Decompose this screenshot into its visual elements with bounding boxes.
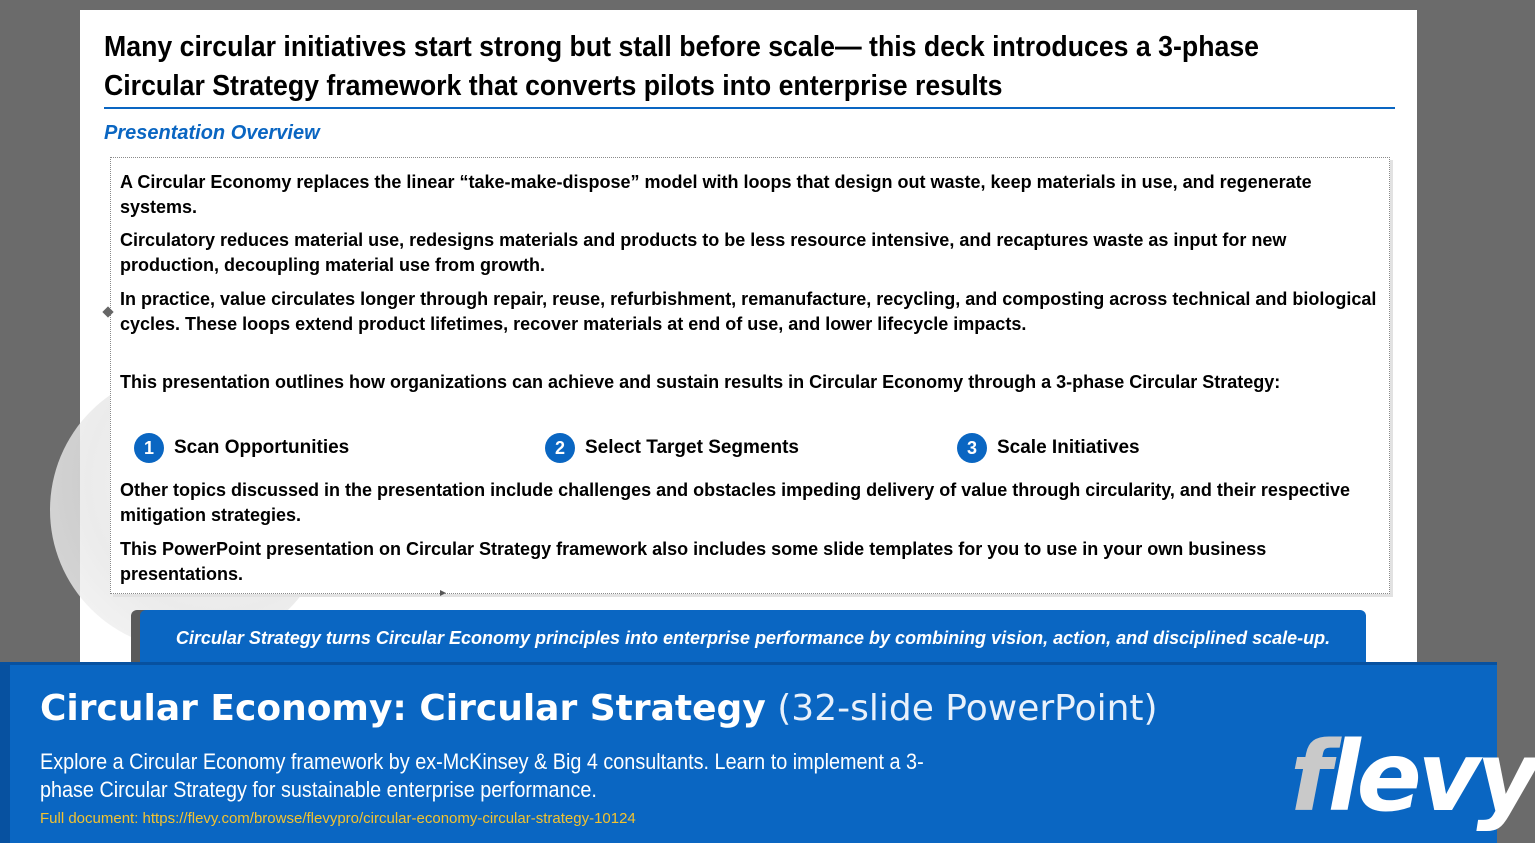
document-link[interactable]: Full document: https://flevy.com/browse/flevypro/circular-economy-circular-strategy-10124 (40, 810, 636, 827)
product-banner (0, 662, 1535, 843)
slide-title: Many circular initiatives start strong but stall before scale— this deck introduces a 3-phase Circular Strategy framework that converts pilots into enterprise results (104, 31, 1260, 102)
callout-text: Circular Strategy turns Circular Economy principles into enterprise performance by combining vision, action, and disciplined scale-up. (175, 628, 1331, 648)
phase-label: Scale Initiatives (997, 437, 1140, 458)
phase-number-badge: 1 (134, 433, 164, 463)
section-heading: Presentation Overview (104, 122, 320, 144)
overview-paragraph: Other topics discussed in the presentation include challenges and obstacles impeding delivery of value through circularity, and their respective mitigation strategies. (120, 480, 1350, 525)
banner-title-sub: (32-slide PowerPoint) (777, 688, 1158, 729)
overview-paragraph: Circulatory reduces material use, redesigns materials and products to be less resource intensive, and recaptures waste as input for new production, decoupling material use from growth. (120, 230, 1287, 275)
banner-description: Explore a Circular Economy framework by ex-McKinsey & Big 4 consultants. Learn to implement a 3-phase Circular Strategy for sustainable enterprise performance. (40, 749, 924, 802)
phase-number-badge: 2 (545, 433, 575, 463)
phase-item (545, 432, 799, 464)
banner-title (40, 688, 1158, 729)
title-divider (104, 107, 1395, 109)
banner-top-line (0, 662, 1497, 665)
overview-paragraph: This presentation outlines how organizations can achieve and sustain results in Circular Economy through a 3-phase Circular Strategy: (120, 372, 1281, 392)
phase-label: Scan Opportunities (174, 437, 350, 458)
banner-edge (0, 662, 10, 843)
overview-paragraph: This PowerPoint presentation on Circular Strategy framework also includes some slide templates for you to use in your own business presentations. (120, 539, 1267, 584)
phase-number-badge: 3 (957, 433, 987, 463)
overview-paragraph: A Circular Economy replaces the linear “take-make-dispose” model with loops that design out waste, keep materials in use, and regenerate systems. (120, 172, 1312, 217)
flevy-logo[interactable]: flevy (1290, 721, 1535, 833)
phase-item (957, 432, 1140, 464)
phase-item (134, 432, 349, 464)
overview-paragraph: In practice, value circulates longer through repair, reuse, refurbishment, remanufacture, recycling, and composting across technical and biological cycles. These loops extend product lifetimes, recover materials at end of use, and lower lifecycle impacts. (120, 289, 1377, 334)
slide (80, 10, 1417, 670)
banner-title-main: Circular Economy: Circular Strategy (40, 688, 766, 729)
box-arrow-marker (440, 590, 446, 596)
phase-label: Select Target Segments (585, 437, 800, 458)
